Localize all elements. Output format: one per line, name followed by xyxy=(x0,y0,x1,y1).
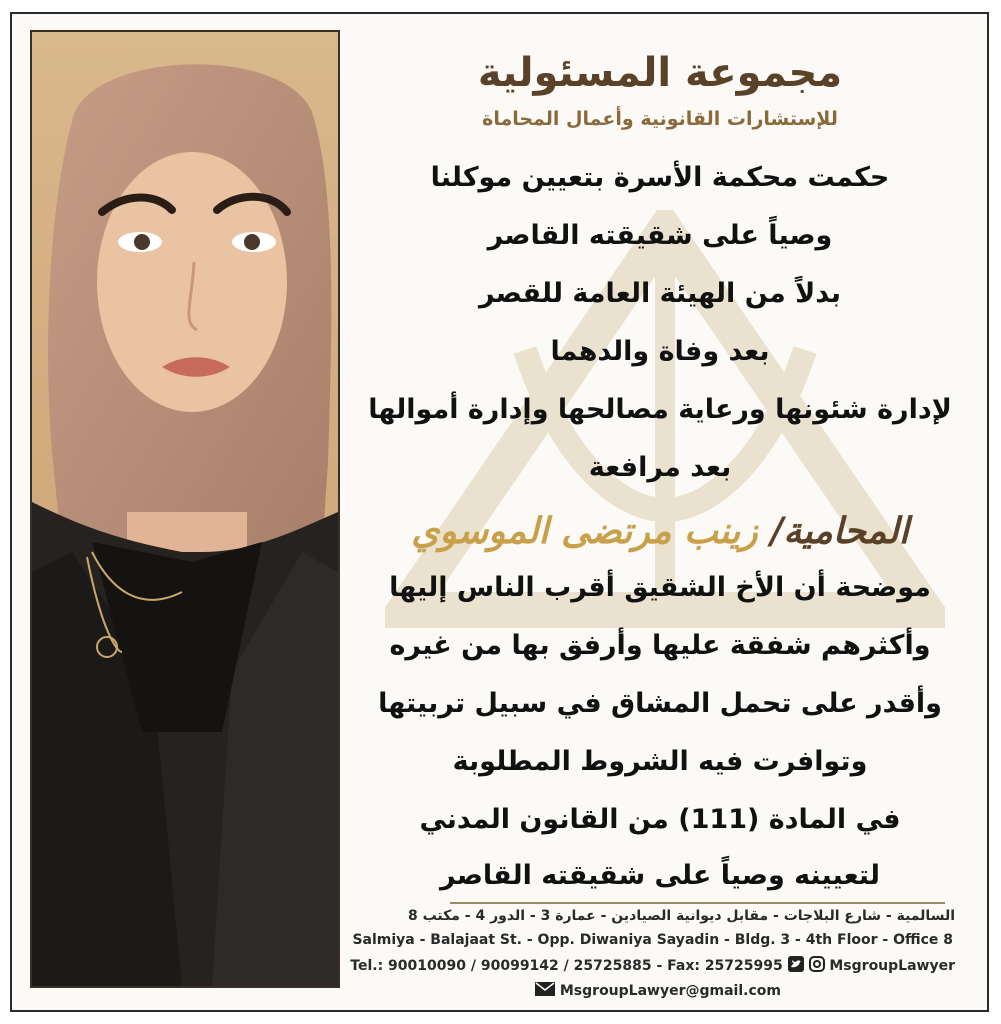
lawyer-name: زينب مرتضى الموسوي xyxy=(411,510,758,552)
body-line-9: وأقدر على تحمل المشاق في سبيل تربيتها xyxy=(378,688,942,719)
brand-subtitle: للإستشارات القانونية وأعمال المحاماة xyxy=(482,108,838,130)
brand-title: مجموعة المسئولية xyxy=(477,50,843,96)
contact-row xyxy=(345,956,955,976)
body-line-1: حكمت محكمة الأسرة بتعيين موكلنا xyxy=(430,162,890,193)
footer-divider xyxy=(450,902,945,904)
instagram-icon xyxy=(809,956,825,976)
address-arabic: السالمية - شارع البلاجات - مقابل ديوانية الصيادين - عمارة 3 - الدور 4 - مكتب 8 xyxy=(407,908,955,924)
phone-fax: Tel.: 90010090 / 90099142 / 25725885 - Fax: 25725995 xyxy=(350,958,783,974)
email-address[interactable]: MsgroupLawyer@gmail.com xyxy=(559,983,781,999)
body-line-3: بدلاً من الهيئة العامة للقصر xyxy=(479,278,841,309)
address-english: Salmiya - Balajaat St. - Opp. Diwaniya Sayadin - Bldg. 3 - 4th Floor - Office 8 xyxy=(352,932,953,948)
body-line-2: وصياً على شقيقته القاصر xyxy=(487,220,833,251)
announcement-content xyxy=(345,30,975,1010)
lawyer-prefix: المحامية/ xyxy=(770,510,909,552)
body-line-4: بعد وفاة والدهما xyxy=(550,336,770,367)
body-line-10: وتوافرت فيه الشروط المطلوبة xyxy=(452,746,868,777)
body-line-7: موضحة أن الأخ الشقيق أقرب الناس إليها xyxy=(389,572,931,603)
body-line-8: وأكثرهم شفقة عليها وأرفق بها من غيره xyxy=(389,630,931,661)
body-line-11: في المادة (111) من القانون المدني xyxy=(419,804,901,835)
body-line-6: بعد مرافعة xyxy=(588,452,732,483)
twitter-icon xyxy=(788,956,804,976)
body-line-12: لتعيينه وصياً على شقيقته القاصر xyxy=(440,860,880,891)
email-row xyxy=(535,982,975,1000)
social-handle[interactable]: MsgroupLawyer xyxy=(829,958,955,974)
email-icon xyxy=(535,982,555,1000)
body-line-5: لإدارة شئونها ورعاية مصالحها وإدارة أموالها xyxy=(368,394,952,425)
lawyer-portrait-photo xyxy=(30,30,340,988)
lawyer-name-heading xyxy=(345,510,975,552)
